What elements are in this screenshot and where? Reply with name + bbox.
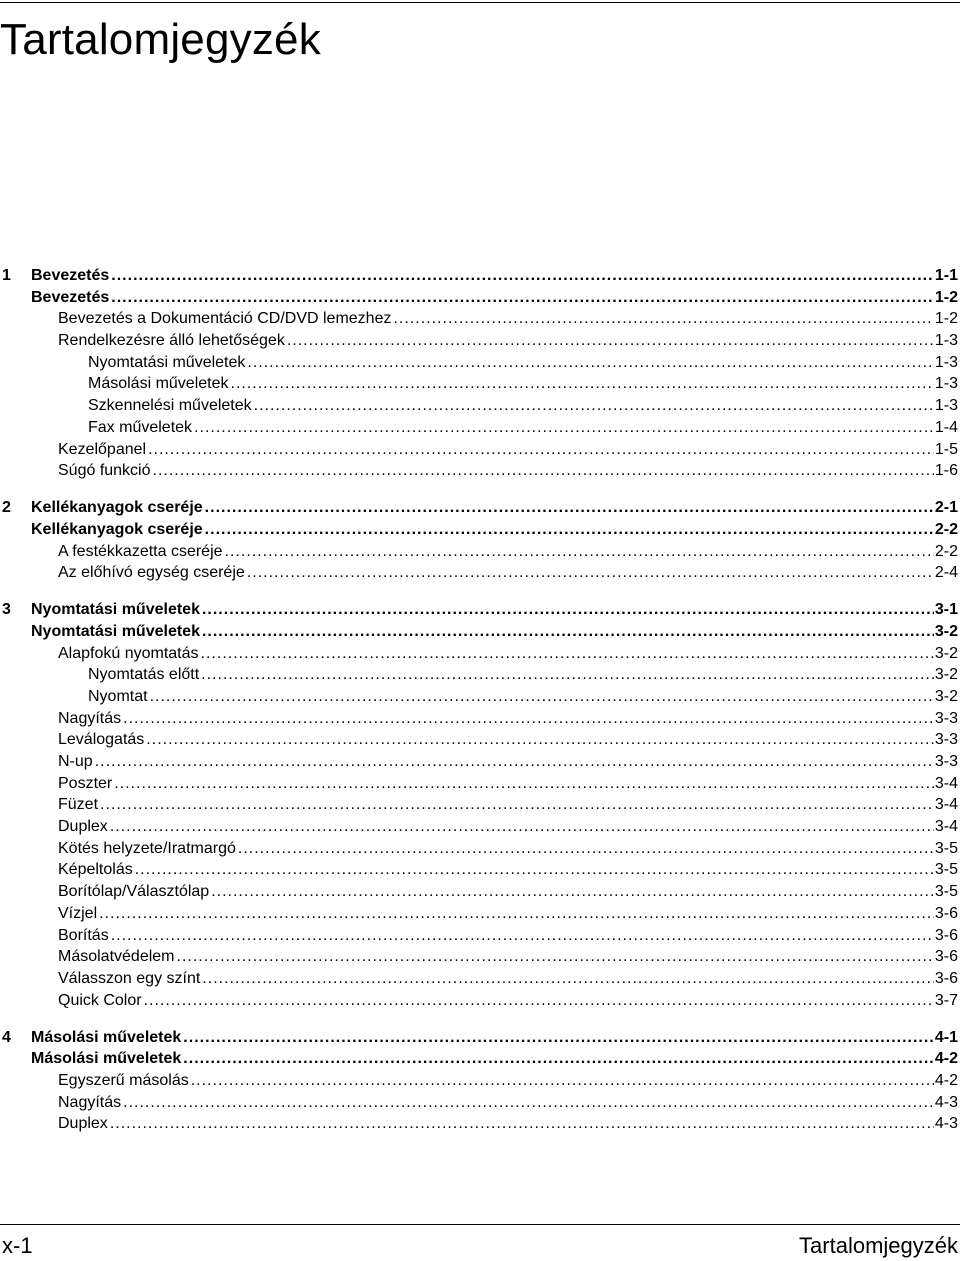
toc-entry-label: A festékkazetta cseréje <box>58 542 223 560</box>
toc-page-number: 4-1 <box>934 1028 958 1046</box>
toc-page-number: 3-6 <box>934 948 958 966</box>
toc-entry-label: Kellékanyagok cseréje <box>31 499 203 517</box>
toc-page-number: 1-3 <box>934 397 958 415</box>
toc-page-number: 1-5 <box>934 440 958 458</box>
toc-entry[interactable] <box>0 1048 958 1070</box>
dot-leader <box>111 925 934 947</box>
toc-entry-label: Másolási műveletek <box>88 375 229 393</box>
toc-entry[interactable] <box>0 417 958 439</box>
toc-entry[interactable] <box>0 838 958 860</box>
toc-entry-line <box>58 773 958 795</box>
toc-page-number: 3-7 <box>934 991 958 1009</box>
toc-entry[interactable] <box>0 643 958 665</box>
dot-leader <box>201 664 934 686</box>
dot-leader <box>183 1027 934 1049</box>
dot-leader <box>202 599 934 621</box>
toc-entry-line <box>31 497 958 519</box>
toc-entry[interactable] <box>0 990 958 1012</box>
section-gap <box>0 584 958 599</box>
toc-entry-line <box>58 708 958 730</box>
toc-page-number: 1-2 <box>934 310 958 328</box>
dot-leader <box>111 265 934 287</box>
toc-entry[interactable] <box>0 621 958 643</box>
toc-entry-line <box>58 881 958 903</box>
toc-page-number: 3-2 <box>934 644 958 662</box>
toc-entry-line <box>31 1027 958 1049</box>
toc-entry[interactable] <box>0 751 958 773</box>
toc-entry[interactable] <box>0 352 958 374</box>
page-title: Tartalomjegyzék <box>0 15 321 64</box>
dot-leader <box>111 287 934 309</box>
toc-entry-label: Nyomtatás előtt <box>88 666 200 684</box>
toc-entry-line <box>58 643 958 665</box>
toc-entry-line <box>31 1048 958 1070</box>
toc-page-number: 3-4 <box>934 818 958 836</box>
toc-entry-label: Leválogatás <box>58 731 145 749</box>
toc-entry[interactable] <box>0 460 958 482</box>
toc-entry-line <box>31 599 958 621</box>
toc-entry[interactable] <box>0 859 958 881</box>
dot-leader <box>135 859 934 881</box>
dot-leader <box>123 1092 934 1114</box>
toc-entry-label: Kellékanyagok cseréje <box>31 520 203 538</box>
toc-entry-label: Quick Color <box>58 991 142 1009</box>
dot-leader <box>100 794 934 816</box>
toc-entry[interactable] <box>0 308 958 330</box>
toc-entry-line <box>58 1113 958 1135</box>
toc-entry-line <box>58 729 958 751</box>
dot-leader <box>194 417 934 439</box>
page-number: x-1 <box>2 1233 33 1258</box>
chapter-number: 3 <box>2 601 11 619</box>
toc-entry[interactable] <box>0 1070 958 1092</box>
toc-entry-line <box>58 541 958 563</box>
toc-entry-label: Füzet <box>58 796 99 814</box>
toc-entry[interactable] <box>0 794 958 816</box>
dot-leader <box>95 751 934 773</box>
toc-page-number: 2-2 <box>934 542 958 560</box>
toc-chapter[interactable] <box>0 265 958 287</box>
toc-entry-line <box>88 352 958 374</box>
toc-entry-label: Nyomtatási műveletek <box>31 622 200 640</box>
toc-page-number: 1-6 <box>934 462 958 480</box>
toc-entry-label: Kötés helyzete/Iratmargó <box>58 839 236 857</box>
toc-entry-label: N-up <box>58 753 93 771</box>
toc-entry-line <box>58 990 958 1012</box>
toc-page-number: 4-3 <box>934 1115 958 1133</box>
toc-entry-label: Kezelőpanel <box>58 440 147 458</box>
table-of-contents <box>0 265 958 1135</box>
toc-entry-line <box>58 946 958 968</box>
dot-leader <box>287 330 934 352</box>
toc-entry-label: Másolatvédelem <box>58 948 175 966</box>
toc-entry[interactable] <box>0 729 958 751</box>
toc-entry-label: Bevezetés <box>31 288 110 306</box>
toc-entry-line <box>58 859 958 881</box>
toc-entry-line <box>31 287 958 309</box>
toc-entry-label: Nyomtatási műveletek <box>88 353 246 371</box>
dot-leader <box>247 562 934 584</box>
toc-entry[interactable] <box>0 903 958 925</box>
toc-entry-label: Duplex <box>58 1115 108 1133</box>
section-gap <box>0 482 958 497</box>
toc-page-number: 3-1 <box>934 601 958 619</box>
toc-entry-label: Rendelkezésre álló lehetőségek <box>58 332 285 350</box>
toc-entry[interactable] <box>0 373 958 395</box>
dot-leader <box>123 708 934 730</box>
toc-entry-label: Az előhívó egység cseréje <box>58 564 245 582</box>
toc-entry-label: Fax műveletek <box>88 418 193 436</box>
toc-entry-label: Szkennelési műveletek <box>88 397 252 415</box>
toc-entry[interactable] <box>0 287 958 309</box>
dot-leader <box>144 990 934 1012</box>
toc-page-number: 3-5 <box>934 839 958 857</box>
toc-entry[interactable] <box>0 773 958 795</box>
toc-entry-label: Nyomtat <box>88 687 148 705</box>
toc-entry[interactable] <box>0 541 958 563</box>
toc-entry-label: Borítólap/Választólap <box>58 883 210 901</box>
toc-entry[interactable] <box>0 968 958 990</box>
toc-entry[interactable] <box>0 1092 958 1114</box>
dot-leader <box>211 881 934 903</box>
dot-leader <box>177 946 934 968</box>
toc-page-number: 2-1 <box>934 499 958 517</box>
toc-entry[interactable] <box>0 330 958 352</box>
toc-page-number: 3-3 <box>934 731 958 749</box>
toc-entry-line <box>58 1092 958 1114</box>
toc-entry-line <box>58 925 958 947</box>
toc-entry-line <box>58 816 958 838</box>
toc-entry[interactable] <box>0 562 958 584</box>
dot-leader <box>202 621 934 643</box>
toc-entry-line <box>88 373 958 395</box>
toc-entry[interactable] <box>0 816 958 838</box>
toc-page-number: 2-2 <box>934 520 958 538</box>
toc-entry-line <box>58 308 958 330</box>
toc-page-number: 3-3 <box>934 709 958 727</box>
toc-entry-label: Súgó funkció <box>58 462 151 480</box>
toc-page-number: 4-2 <box>934 1050 958 1068</box>
toc-entry[interactable] <box>0 881 958 903</box>
toc-entry[interactable] <box>0 439 958 461</box>
toc-entry-label: Bevezetés <box>31 267 110 284</box>
toc-entry-label: Poszter <box>58 774 113 792</box>
dot-leader <box>110 816 934 838</box>
toc-page-number: 1-3 <box>934 375 958 393</box>
toc-entry-line <box>58 562 958 584</box>
toc-page-number: 2-4 <box>934 564 958 582</box>
toc-entry[interactable] <box>0 708 958 730</box>
toc-entry-line <box>31 519 958 541</box>
toc-chapter[interactable] <box>0 497 958 519</box>
dot-leader <box>150 686 934 708</box>
chapter-number: 4 <box>2 1028 11 1046</box>
toc-entry-line <box>58 330 958 352</box>
toc-page-number: 1-4 <box>934 418 958 436</box>
toc-entry[interactable] <box>0 686 958 708</box>
toc-entry-line <box>58 439 958 461</box>
chapter-number: 1 <box>2 267 11 284</box>
toc-entry-label: Egyszerű másolás <box>58 1071 189 1089</box>
toc-entry-line <box>58 460 958 482</box>
toc-page-number: 1-3 <box>934 353 958 371</box>
toc-page-number: 3-2 <box>934 622 958 640</box>
toc-page-number: 3-5 <box>934 861 958 879</box>
toc-page-number: 3-6 <box>934 926 958 944</box>
toc-page-number: 4-3 <box>934 1093 958 1111</box>
toc-entry[interactable] <box>0 664 958 686</box>
toc-page-number: 1-3 <box>934 332 958 350</box>
toc-entry-line <box>58 751 958 773</box>
dot-leader <box>247 352 933 374</box>
dot-leader <box>191 1070 934 1092</box>
toc-entry-label: Alapfokú nyomtatás <box>58 644 199 662</box>
dot-leader <box>153 460 934 482</box>
dot-leader <box>231 373 934 395</box>
toc-page-number: 3-3 <box>934 753 958 771</box>
dot-leader <box>99 903 934 925</box>
toc-entry-label: Nagyítás <box>58 709 122 727</box>
dot-leader <box>148 439 934 461</box>
toc-page-number: 1-2 <box>934 288 958 306</box>
toc-entry-line <box>58 794 958 816</box>
toc-entry[interactable] <box>0 519 958 541</box>
section-gap <box>0 1011 958 1026</box>
toc-entry-label: Válasszon egy színt <box>58 969 201 987</box>
dot-leader <box>201 643 934 665</box>
toc-page-number: 1-1 <box>934 267 958 284</box>
toc-entry-label: Duplex <box>58 818 108 836</box>
toc-page-number: 3-2 <box>934 687 958 705</box>
toc-entry-line <box>58 1070 958 1092</box>
footer-rule <box>0 1224 960 1225</box>
dot-leader <box>110 1113 934 1135</box>
toc-entry[interactable] <box>0 1113 958 1135</box>
dot-leader <box>238 838 934 860</box>
dot-leader <box>393 308 933 330</box>
toc-page-number: 3-6 <box>934 969 958 987</box>
dot-leader <box>114 773 934 795</box>
top-rule <box>0 2 960 3</box>
toc-entry-line <box>88 686 958 708</box>
toc-entry-line <box>58 903 958 925</box>
toc-entry[interactable] <box>0 395 958 417</box>
toc-entry-line <box>58 838 958 860</box>
toc-entry-label: Képeltolás <box>58 861 133 879</box>
toc-entry-line <box>31 265 958 287</box>
toc-chapter[interactable] <box>0 1027 958 1049</box>
toc-entry-label: Borítás <box>58 926 109 944</box>
dot-leader <box>202 968 934 990</box>
toc-page-number: 3-4 <box>934 796 958 814</box>
toc-entry[interactable] <box>0 946 958 968</box>
toc-page-number: 4-2 <box>934 1071 958 1089</box>
toc-chapter[interactable] <box>0 599 958 621</box>
toc-entry-label: Nyomtatási műveletek <box>31 601 200 619</box>
toc-entry-line <box>58 968 958 990</box>
toc-entry[interactable] <box>0 925 958 947</box>
toc-page-number: 3-2 <box>934 666 958 684</box>
footer-title: Tartalomjegyzék <box>799 1233 958 1258</box>
dot-leader <box>183 1048 934 1070</box>
toc-entry-line <box>88 395 958 417</box>
toc-page-number: 3-4 <box>934 774 958 792</box>
toc-entry-label: Másolási műveletek <box>31 1050 182 1068</box>
toc-entry-line <box>88 664 958 686</box>
toc-entry-label: Bevezetés a Dokumentáció CD/DVD lemezhez <box>58 310 392 328</box>
dot-leader <box>225 541 934 563</box>
chapter-number: 2 <box>2 499 11 517</box>
toc-entry-line <box>31 621 958 643</box>
toc-page-number: 3-5 <box>934 883 958 901</box>
toc-entry-label: Vízjel <box>58 904 98 922</box>
dot-leader <box>254 395 934 417</box>
dot-leader <box>205 497 934 519</box>
dot-leader <box>146 729 934 751</box>
toc-entry-line <box>88 417 958 439</box>
toc-page-number: 3-6 <box>934 904 958 922</box>
dot-leader <box>205 519 934 541</box>
toc-entry-label: Másolási műveletek <box>31 1028 182 1046</box>
toc-entry-label: Nagyítás <box>58 1093 122 1111</box>
